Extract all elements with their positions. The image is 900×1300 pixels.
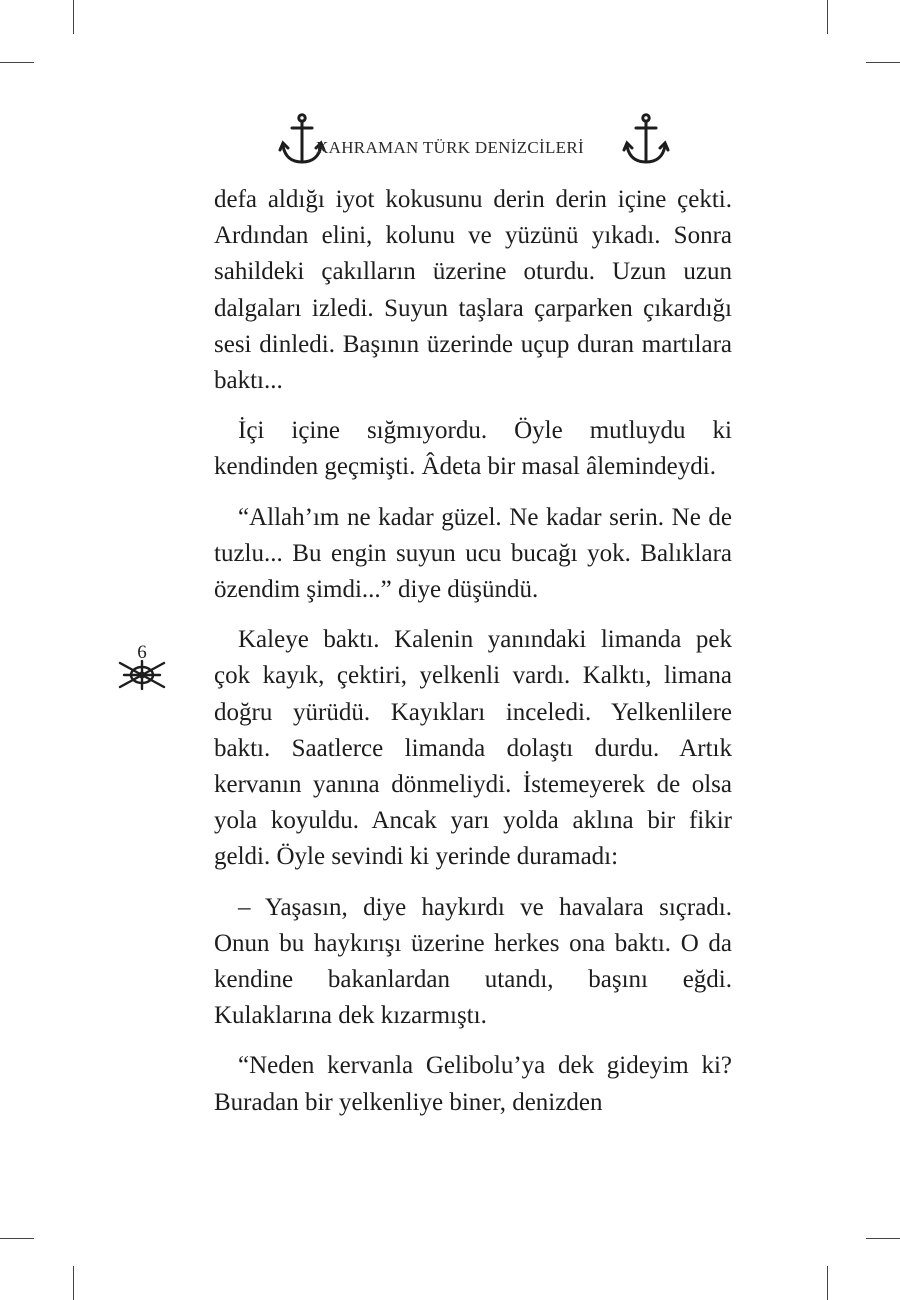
page-folio [114, 642, 170, 698]
paragraph: “Allah’ım ne kadar güzel. Ne kadar serin. Ne de tuzlu... Bu engin suyun ucu bucağı yok. Balıklara özendim şimdi...” diye düşündü. [214, 503, 732, 604]
ship-wheel-icon [118, 660, 166, 690]
crop-mark-top-left [73, 0, 74, 34]
paragraph: – Yaşasın, diye haykırdı ve havalara sıçradı. Onun bu haykırışı üzerine herkes ona baktı. O da kendine bakanlardan utandı, başını eğdi. Kulaklarına dek kızarmıştı. [214, 893, 732, 1030]
crop-mark-right-lower [866, 1238, 900, 1239]
running-head-title: KAHRAMAN TÜRK DENİZCİLERİ [316, 138, 584, 157]
paragraph: “Neden kervanla Gelibolu’ya dek gideyim ki? Buradan bir yelkenliye biner, denizden [214, 1052, 732, 1116]
paragraph: defa aldığı iyot kokusunu derin derin içine çekti. Ardından elini, kolunu ve yüzünü yıkadı. Sonra sahildeki çakılların üzerine oturdu. Uzun uzun dalgaları izledi. Suyun taşlara çarparken çıkardığı sesi dinledi. Başının üzerinde uçup duran martılara baktı... [214, 186, 732, 395]
body-text [214, 182, 732, 1135]
page-number: 6 [137, 642, 147, 663]
paragraph: Kaleye baktı. Kalenin yanındaki limanda pek çok kayık, çektiri, yelkenli vardı. Kalktı, limana doğru yürüdü. Kayıkları inceledi. Yelkenlilere baktı. Saatlerce limanda dolaştı durdu. Artık kervanın yanına dönmeliydi. İstemeyerek de olsa yola koyuldu. Ancak yarı yolda aklına bir fikir geldi. Öyle sevindi ki yerinde duramadı: [214, 626, 732, 871]
running-header [0, 112, 900, 172]
crop-mark-bottom-right [827, 1266, 828, 1300]
crop-mark-right-upper [866, 62, 900, 63]
crop-mark-left-lower [0, 1238, 34, 1239]
anchor-icon [622, 112, 670, 168]
paragraph: İçi içine sığmıyordu. Öyle mutluydu ki kendinden geçmişti. Âdeta bir masal âlemindeydi. [214, 417, 732, 481]
crop-mark-bottom-left [73, 1266, 74, 1300]
crop-mark-left-upper [0, 62, 34, 63]
crop-mark-top-right [827, 0, 828, 34]
